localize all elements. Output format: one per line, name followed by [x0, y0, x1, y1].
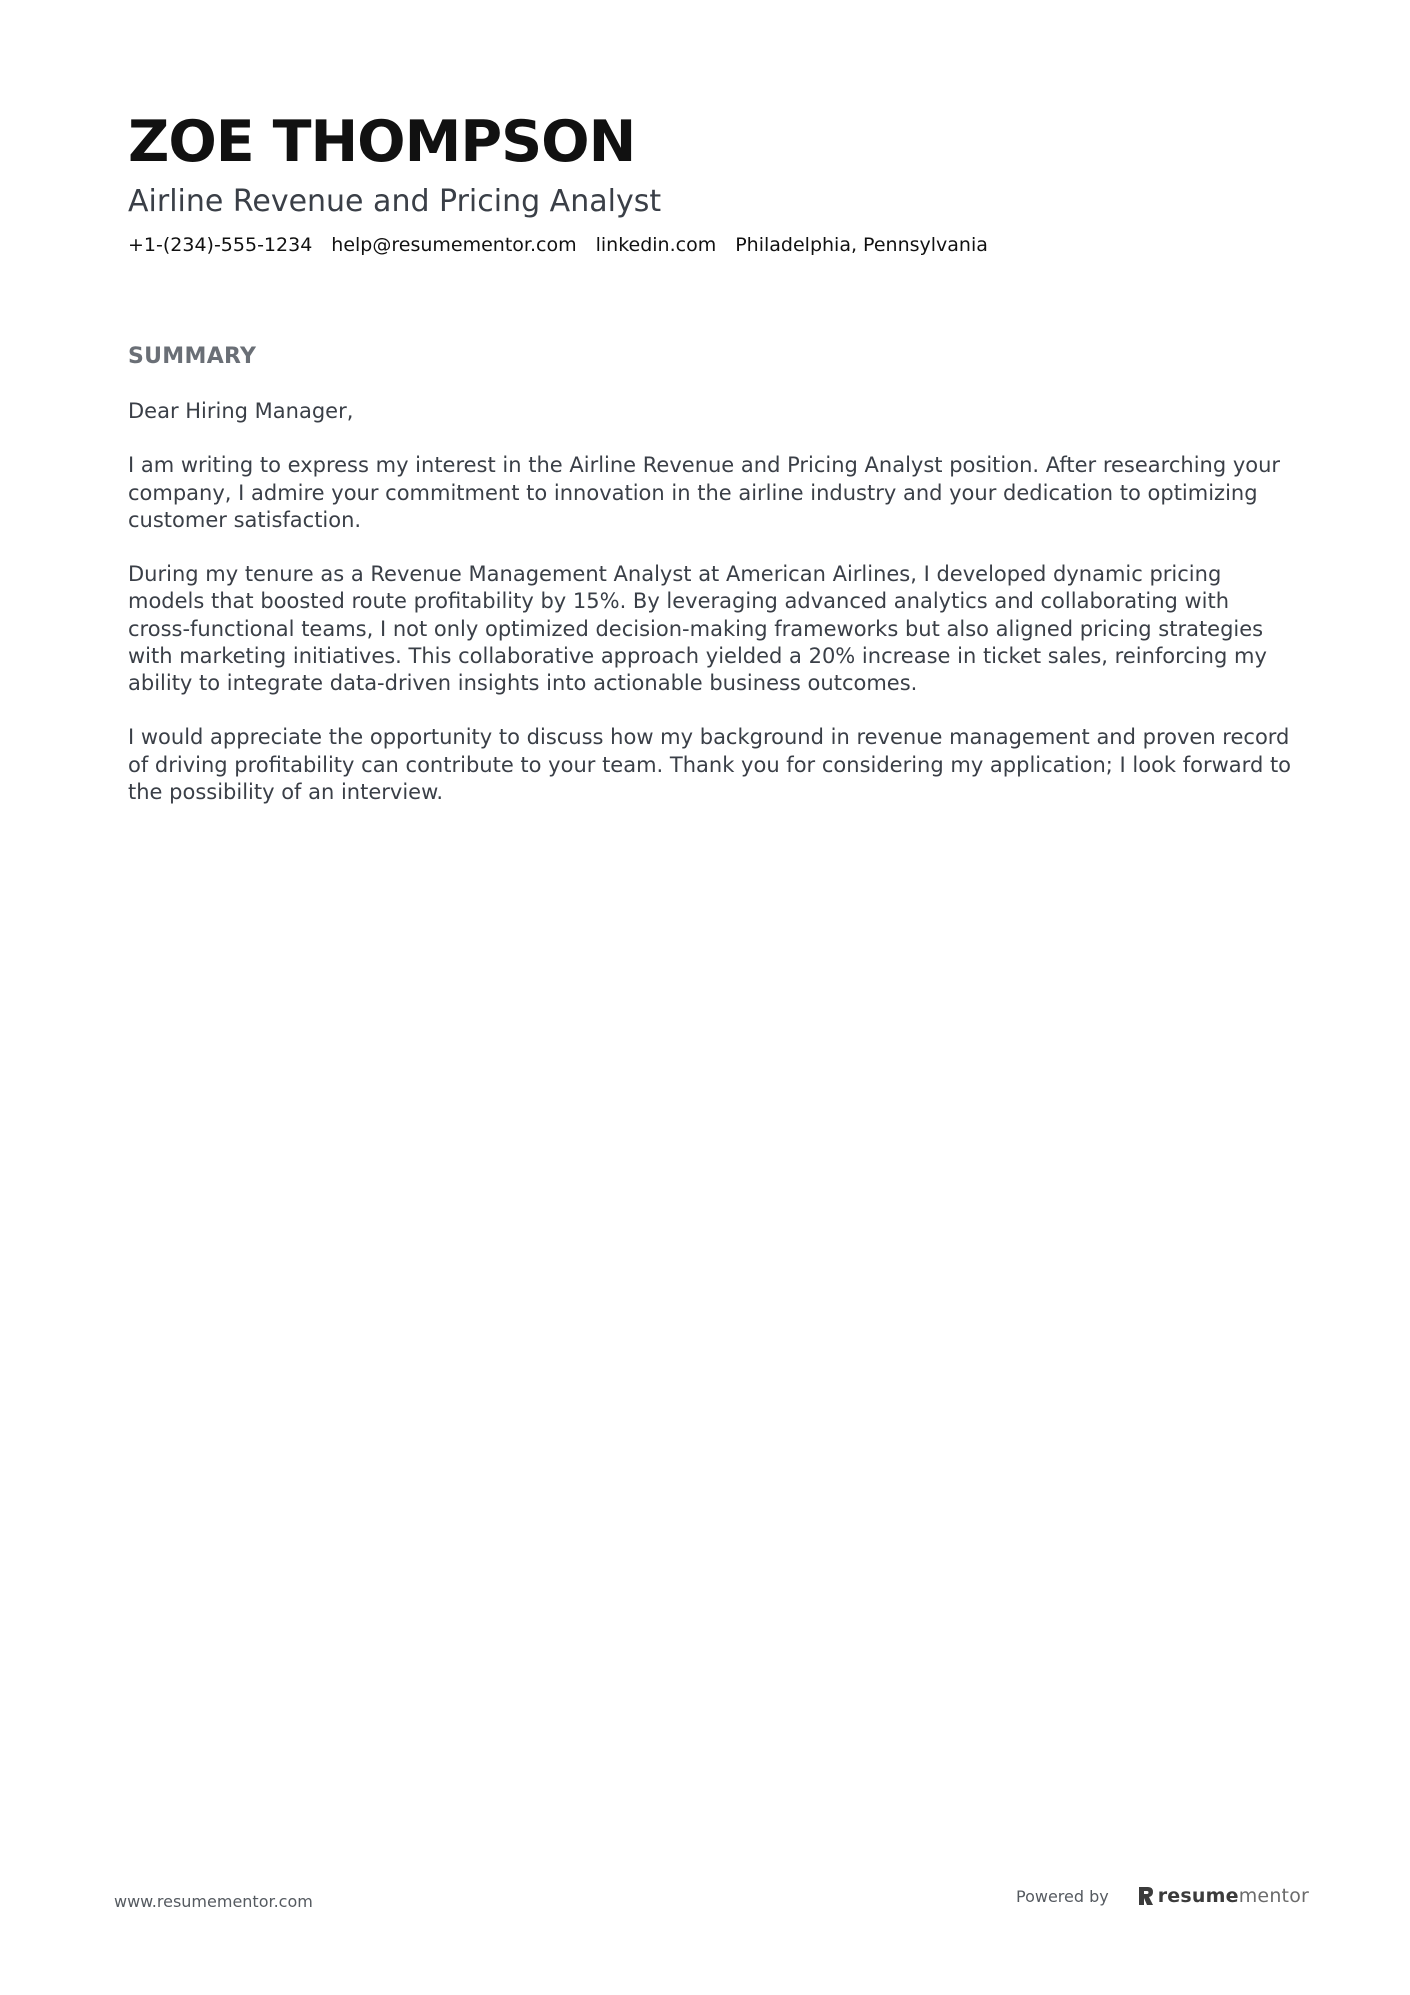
resumementor-logo-icon	[1137, 1885, 1154, 1907]
footer-branding	[1016, 1885, 1309, 1907]
contact-line	[128, 234, 988, 256]
letter-paragraph: During my tenure as a Revenue Management Analyst at American Airlines, I developed dynamic pricing models that boosted route profitability by 15%. By leveraging advanced analytics and collaborating with cross-functional teams, I not only optimized decision-making frameworks but also aligned pricing strategies with marketing initiatives. This collaborative approach yielded a 20% increase in ticket sales, reinforcing my ability to integrate data-driven insights into actionable business outcomes.	[128, 562, 1267, 695]
brand-wordmark	[1158, 1885, 1309, 1907]
brand-logo	[1137, 1885, 1309, 1907]
letter-paragraph: I am writing to express my interest in the Airline Revenue and Pricing Analyst position. After researching your company, I admire your commitment to innovation in the airline industry and your dedication to optimizing customer satisfaction.	[128, 453, 1281, 532]
linkedin-link: linkedin.com	[595, 234, 717, 256]
brand-wordmark-part1: resume	[1157, 1885, 1239, 1907]
salutation: Dear Hiring Manager,	[128, 399, 354, 423]
letter-body	[128, 398, 1296, 833]
job-title: Airline Revenue and Pricing Analyst	[128, 184, 662, 219]
email-address: help@resumementor.com	[331, 234, 577, 256]
brand-wordmark-part2: mentor	[1238, 1885, 1310, 1907]
footer-website: www.resumementor.com	[114, 1892, 313, 1911]
summary-heading: SUMMARY	[128, 344, 257, 369]
location: Philadelphia, Pennsylvania	[735, 234, 988, 256]
letter-paragraph: I would appreciate the opportunity to discuss how my background in revenue management and proven record of driving profitability can contribute to your team. Thank you for considering my application; I look forward to the possibility of an interview.	[128, 725, 1292, 804]
powered-by-label: Powered by	[1016, 1886, 1109, 1906]
phone-number: +1-(234)-555-1234	[128, 234, 313, 256]
candidate-name: ZOE THOMPSON	[128, 109, 636, 175]
